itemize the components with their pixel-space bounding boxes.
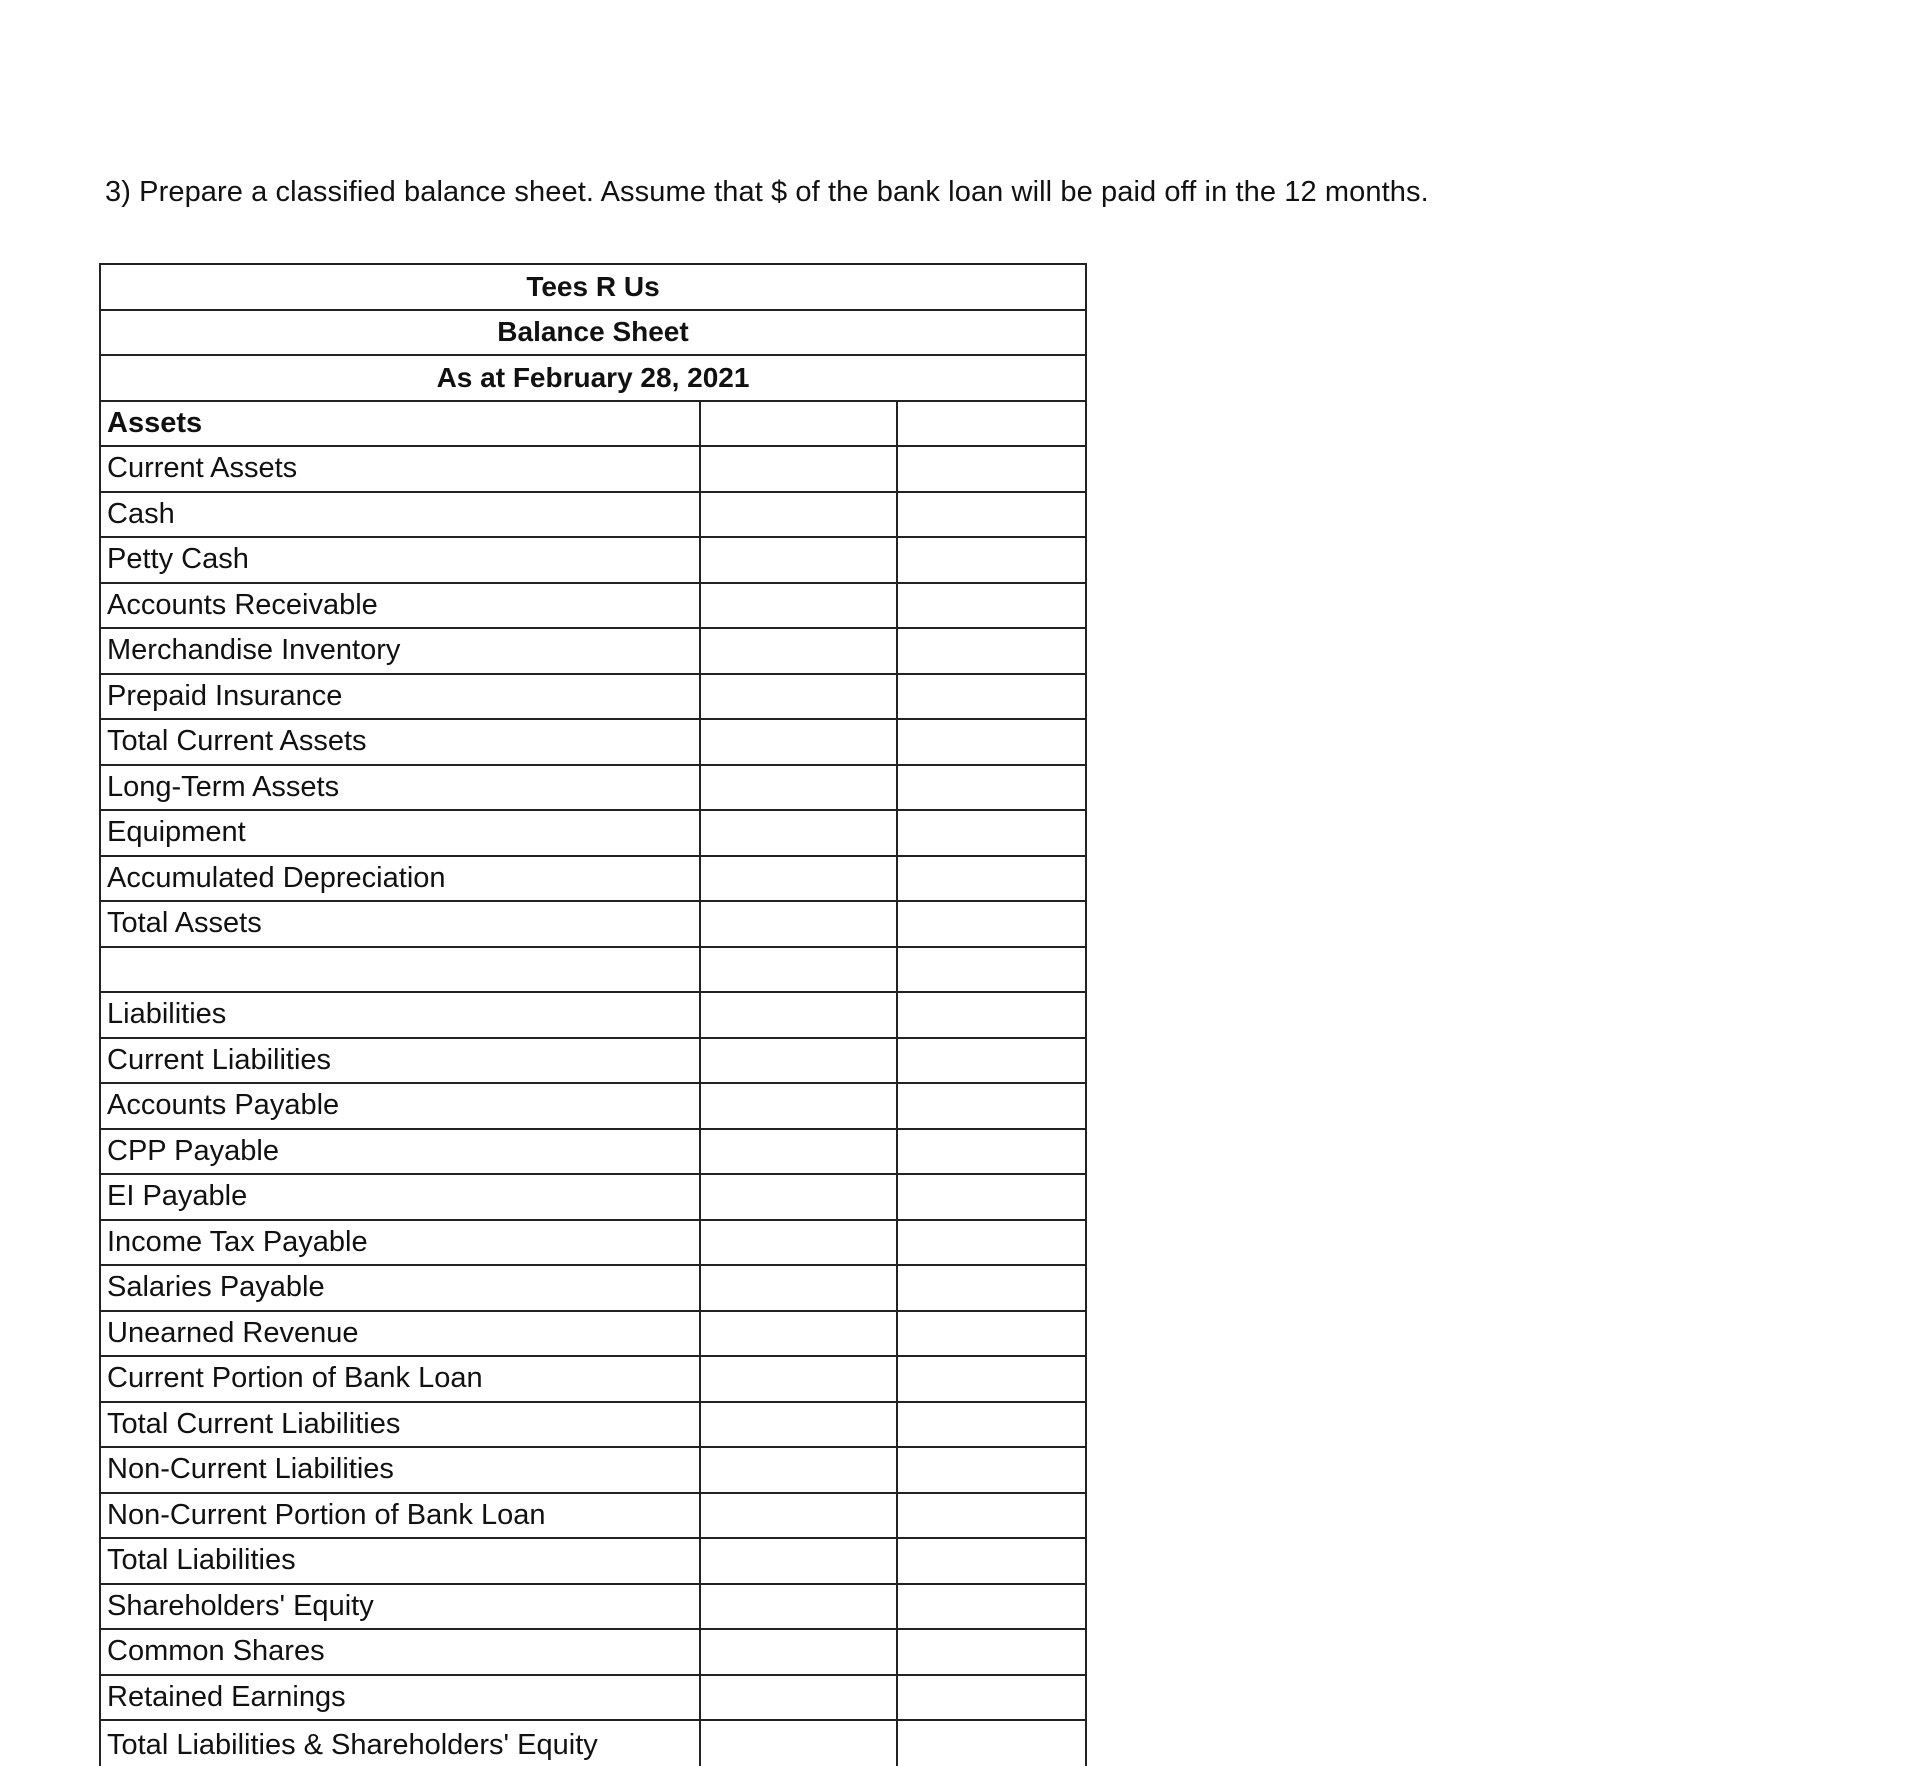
- row-label: Cash: [100, 492, 700, 538]
- amount-cell-1[interactable]: [700, 583, 897, 629]
- table-row: [100, 1402, 1086, 1448]
- table-row: [100, 1356, 1086, 1402]
- amount-cell-2[interactable]: [897, 1038, 1086, 1084]
- table-row: [100, 765, 1086, 811]
- amount-cell-1[interactable]: [700, 628, 897, 674]
- amount-cell-2[interactable]: [897, 1675, 1086, 1721]
- table-row: [100, 992, 1086, 1038]
- amount-cell-2[interactable]: [897, 1720, 1086, 1766]
- table-row: [100, 1720, 1086, 1766]
- table-row: [100, 674, 1086, 720]
- row-label: EI Payable: [100, 1174, 700, 1220]
- amount-cell-2[interactable]: [897, 765, 1086, 811]
- amount-cell-1[interactable]: [700, 810, 897, 856]
- amount-cell-2[interactable]: [897, 1538, 1086, 1584]
- amount-cell-1[interactable]: [700, 1083, 897, 1129]
- statement-title: Balance Sheet: [100, 310, 1086, 356]
- amount-cell-1[interactable]: [700, 1356, 897, 1402]
- row-label: CPP Payable: [100, 1129, 700, 1175]
- row-label: Total Liabilities & Shareholders' Equity: [100, 1720, 700, 1766]
- amount-cell-2[interactable]: [897, 992, 1086, 1038]
- row-label: Non-Current Liabilities: [100, 1447, 700, 1493]
- amount-cell-1[interactable]: [700, 1629, 897, 1675]
- row-label: [100, 947, 700, 993]
- row-label: Retained Earnings: [100, 1675, 700, 1721]
- row-label: Long-Term Assets: [100, 765, 700, 811]
- amount-cell-2[interactable]: [897, 537, 1086, 583]
- row-label: Common Shares: [100, 1629, 700, 1675]
- amount-cell-1[interactable]: [700, 1447, 897, 1493]
- table-row: [100, 719, 1086, 765]
- company-name: Tees R Us: [100, 264, 1086, 310]
- table-row: [100, 1629, 1086, 1675]
- amount-cell-2[interactable]: [897, 1220, 1086, 1266]
- balance-sheet: [99, 263, 1085, 1761]
- amount-cell-2[interactable]: [897, 1584, 1086, 1630]
- amount-cell-1[interactable]: [700, 947, 897, 993]
- table-row: [100, 1493, 1086, 1539]
- table-row: [100, 1538, 1086, 1584]
- header-statement-row: [100, 310, 1086, 356]
- table-row: [100, 1038, 1086, 1084]
- amount-cell-1[interactable]: [700, 1493, 897, 1539]
- table-row: [100, 583, 1086, 629]
- amount-cell-2[interactable]: [897, 1174, 1086, 1220]
- amount-cell-2[interactable]: [897, 583, 1086, 629]
- amount-cell-2[interactable]: [897, 628, 1086, 674]
- table-row: [100, 901, 1086, 947]
- row-label: Assets: [100, 401, 700, 447]
- amount-cell-1[interactable]: [700, 765, 897, 811]
- amount-cell-1[interactable]: [700, 1675, 897, 1721]
- amount-cell-2[interactable]: [897, 1629, 1086, 1675]
- amount-cell-2[interactable]: [897, 1447, 1086, 1493]
- amount-cell-2[interactable]: [897, 1402, 1086, 1448]
- header-date-row: [100, 355, 1086, 401]
- table-row: [100, 947, 1086, 993]
- amount-cell-2[interactable]: [897, 674, 1086, 720]
- amount-cell-1[interactable]: [700, 674, 897, 720]
- row-label: Petty Cash: [100, 537, 700, 583]
- row-label: Current Liabilities: [100, 1038, 700, 1084]
- amount-cell-1[interactable]: [700, 1129, 897, 1175]
- amount-cell-2[interactable]: [897, 1493, 1086, 1539]
- table-row: [100, 1083, 1086, 1129]
- row-label: Shareholders' Equity: [100, 1584, 700, 1630]
- amount-cell-2[interactable]: [897, 401, 1086, 447]
- amount-cell-1[interactable]: [700, 1174, 897, 1220]
- amount-cell-2[interactable]: [897, 901, 1086, 947]
- amount-cell-1[interactable]: [700, 856, 897, 902]
- amount-cell-1[interactable]: [700, 401, 897, 447]
- row-label: Income Tax Payable: [100, 1220, 700, 1266]
- table-row: [100, 1584, 1086, 1630]
- amount-cell-2[interactable]: [897, 1129, 1086, 1175]
- row-label: Total Current Assets: [100, 719, 700, 765]
- amount-cell-1[interactable]: [700, 901, 897, 947]
- table-row: [100, 856, 1086, 902]
- amount-cell-1[interactable]: [700, 1311, 897, 1357]
- row-label: Non-Current Portion of Bank Loan: [100, 1493, 700, 1539]
- row-label: Total Assets: [100, 901, 700, 947]
- table-row: [100, 1447, 1086, 1493]
- row-label: Prepaid Insurance: [100, 674, 700, 720]
- amount-cell-2[interactable]: [897, 856, 1086, 902]
- table-row: [100, 628, 1086, 674]
- table-row: [100, 492, 1086, 538]
- statement-date: As at February 28, 2021: [100, 355, 1086, 401]
- balance-sheet-table: [99, 263, 1087, 1766]
- table-row: [100, 1675, 1086, 1721]
- table-row: [100, 446, 1086, 492]
- header-company-row: [100, 264, 1086, 310]
- table-row: [100, 1265, 1086, 1311]
- table-row: [100, 1311, 1086, 1357]
- amount-cell-2[interactable]: [897, 947, 1086, 993]
- amount-cell-1[interactable]: [700, 1220, 897, 1266]
- row-label: Total Liabilities: [100, 1538, 700, 1584]
- row-label: Accumulated Depreciation: [100, 856, 700, 902]
- amount-cell-2[interactable]: [897, 810, 1086, 856]
- amount-cell-2[interactable]: [897, 446, 1086, 492]
- amount-cell-1[interactable]: [700, 1402, 897, 1448]
- amount-cell-1[interactable]: [700, 1538, 897, 1584]
- amount-cell-2[interactable]: [897, 719, 1086, 765]
- table-row: [100, 810, 1086, 856]
- row-label: Merchandise Inventory: [100, 628, 700, 674]
- amount-cell-1[interactable]: [700, 492, 897, 538]
- amount-cell-1[interactable]: [700, 719, 897, 765]
- amount-cell-2[interactable]: [897, 1311, 1086, 1357]
- amount-cell-2[interactable]: [897, 1356, 1086, 1402]
- amount-cell-1[interactable]: [700, 1584, 897, 1630]
- row-label: Current Assets: [100, 446, 700, 492]
- amount-cell-2[interactable]: [897, 492, 1086, 538]
- row-label: Accounts Payable: [100, 1083, 700, 1129]
- row-label: Accounts Receivable: [100, 583, 700, 629]
- amount-cell-1[interactable]: [700, 446, 897, 492]
- row-label: Current Portion of Bank Loan: [100, 1356, 700, 1402]
- row-label: Total Current Liabilities: [100, 1402, 700, 1448]
- amount-cell-2[interactable]: [897, 1083, 1086, 1129]
- table-row: [100, 1220, 1086, 1266]
- table-row: [100, 401, 1086, 447]
- row-label: Unearned Revenue: [100, 1311, 700, 1357]
- row-label: Liabilities: [100, 992, 700, 1038]
- amount-cell-1[interactable]: [700, 1038, 897, 1084]
- table-row: [100, 1174, 1086, 1220]
- amount-cell-1[interactable]: [700, 537, 897, 583]
- table-row: [100, 1129, 1086, 1175]
- row-label: Salaries Payable: [100, 1265, 700, 1311]
- instruction-text: 3) Prepare a classified balance sheet. Assume that $ of the bank loan will be paid off in the 12 months.: [105, 176, 1429, 208]
- amount-cell-1[interactable]: [700, 992, 897, 1038]
- amount-cell-1[interactable]: [700, 1720, 897, 1766]
- amount-cell-2[interactable]: [897, 1265, 1086, 1311]
- table-row: [100, 537, 1086, 583]
- row-label: Equipment: [100, 810, 700, 856]
- amount-cell-1[interactable]: [700, 1265, 897, 1311]
